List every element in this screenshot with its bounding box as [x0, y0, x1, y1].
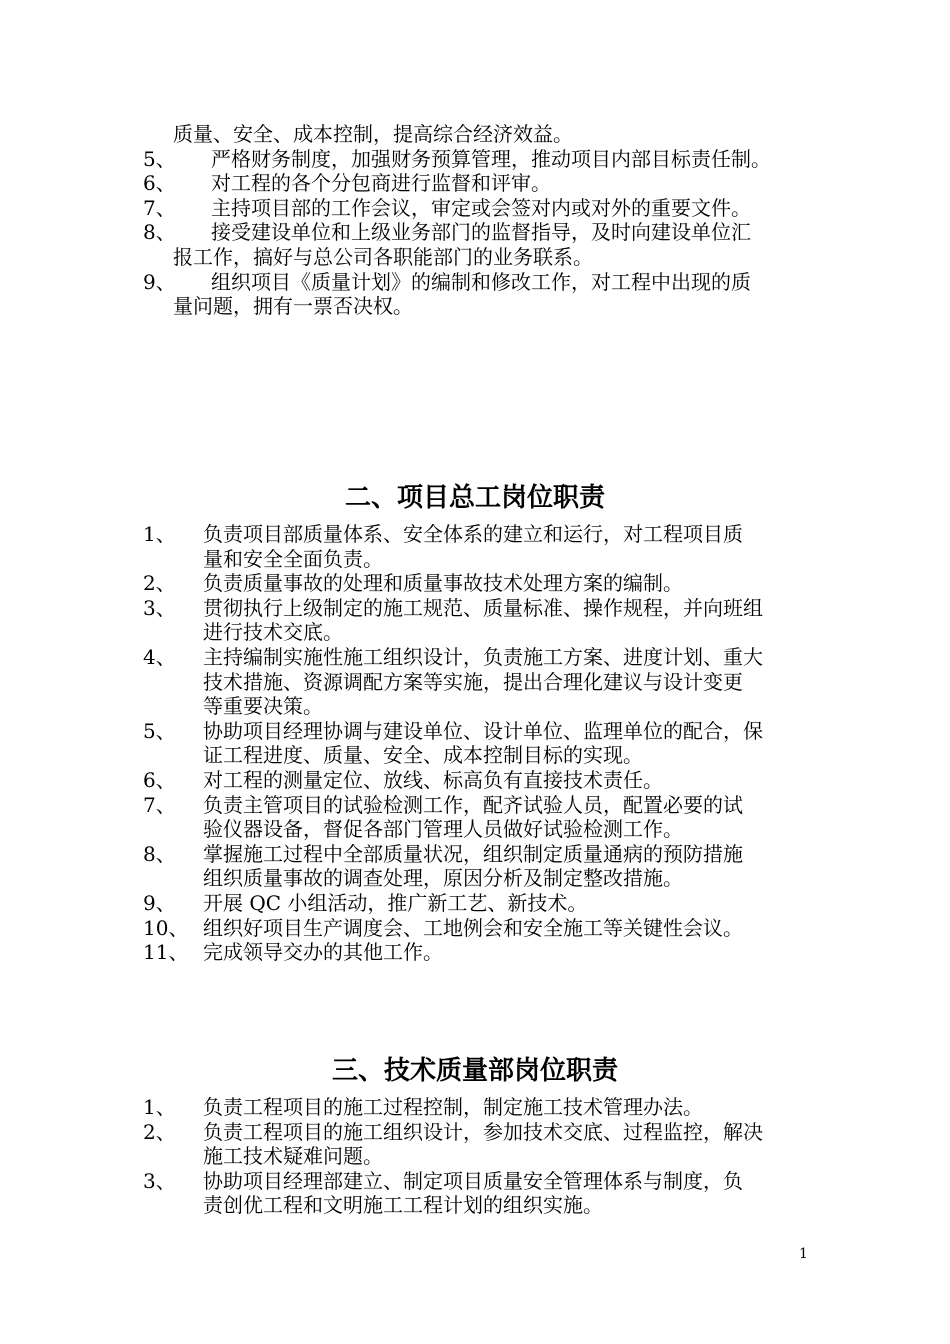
list-item-number: 3、 — [143, 595, 176, 620]
list-item-text: 开展 QC 小组活动，推广新工艺、新技术。 — [203, 890, 588, 915]
list-item-text: 对工程的各个分包商进行监督和评审。 — [211, 171, 551, 196]
list-item-text: 掌握施工过程中全部质量状况，组织制定质量通病的预防措施 — [203, 841, 743, 866]
list-item-number: 5、 — [143, 146, 176, 171]
list-line — [0, 171, 950, 196]
list-item-text: 负责质量事故的处理和质量事故技术处理方案的编制。 — [203, 571, 683, 596]
list-line — [0, 294, 950, 319]
list-item-number: 2、 — [143, 571, 176, 596]
list-line — [0, 571, 950, 596]
list-item-text: 负责工程项目的施工过程控制，制定施工技术管理办法。 — [203, 1095, 703, 1119]
list-item-text: 组织质量事故的调查处理，原因分析及制定整改措施。 — [203, 866, 683, 891]
list-line — [0, 620, 950, 645]
list-line — [0, 196, 950, 221]
list-line — [0, 1144, 950, 1169]
list-item-number: 3、 — [143, 1168, 176, 1193]
list-item-text: 主持项目部的工作会议，审定或会签对内或对外的重要文件。 — [211, 195, 751, 220]
list-line — [0, 670, 950, 695]
list-item-text: 负责项目部质量体系、安全体系的建立和运行，对工程项目质 — [203, 522, 743, 546]
list-line — [0, 743, 950, 768]
list-item-number: 4、 — [143, 644, 176, 669]
list-item-text: 协助项目经理部建立、制定项目质量安全管理体系与制度，负 — [203, 1168, 743, 1193]
chief-engineer-duties-list — [0, 522, 950, 965]
list-line — [0, 1095, 950, 1120]
list-item-text: 主持编制实施性施工组织设计，负责施工方案、进度计划、重大 — [203, 644, 763, 669]
list-item-number: 11、 — [143, 940, 189, 965]
list-item-number: 2、 — [143, 1119, 176, 1144]
list-line — [0, 645, 950, 670]
list-item-text: 贯彻执行上级制定的施工规范、质量标准、操作规程，并向班组 — [203, 595, 763, 620]
list-item-text: 接受建设单位和上级业务部门的监督指导，及时向建设单位汇 — [211, 220, 751, 245]
section-heading-technical-quality-dept: 三、技术质量部岗位职责 — [331, 1056, 618, 1086]
list-item-number: 1、 — [143, 522, 176, 546]
list-item-text: 严格财务制度，加强财务预算管理，推动项目内部目标责任制。 — [211, 146, 771, 171]
list-item-number: 9、 — [143, 269, 176, 294]
list-item-text: 技术措施、资源调配方案等实施，提出合理化建议与设计变更 — [203, 669, 743, 694]
list-item-text: 负责工程项目的施工组织设计，参加技术交底、过程监控，解决 — [203, 1119, 763, 1144]
list-line — [0, 940, 950, 965]
list-item-number: 7、 — [143, 195, 176, 220]
list-line — [0, 147, 950, 172]
list-line — [0, 842, 950, 867]
list-item-number: 8、 — [143, 220, 176, 245]
list-item-number: 6、 — [143, 767, 176, 792]
list-item-text: 量问题，拥有一票否决权。 — [173, 294, 413, 319]
list-item-number: 10、 — [143, 915, 189, 940]
list-item-text: 量和安全全面负责。 — [203, 546, 383, 571]
list-item-number: 8、 — [143, 841, 176, 866]
list-line — [0, 768, 950, 793]
list-item-text: 证工程进度、质量、安全、成本控制目标的实现。 — [203, 743, 643, 768]
section-heading-chief-engineer: 二、项目总工岗位职责 — [344, 483, 605, 513]
list-item-text: 协助项目经理协调与建设单位、设计单位、监理单位的配合，保 — [203, 718, 763, 743]
list-item-text: 责创优工程和文明施工工程计划的组织实施。 — [203, 1193, 603, 1218]
list-item-number: 9、 — [143, 890, 176, 915]
list-line — [0, 547, 950, 572]
list-item-text: 对工程的测量定位、放线、标高负有直接技术责任。 — [203, 767, 663, 792]
list-item-text: 组织项目《质量计划》的编制和修改工作，对工程中出现的质 — [211, 269, 751, 294]
list-item-text: 报工作，搞好与总公司各职能部门的业务联系。 — [173, 244, 593, 269]
list-line — [0, 916, 950, 941]
duties-list-continued — [0, 122, 950, 319]
list-line — [0, 1169, 950, 1194]
list-item-text: 施工技术疑难问题。 — [203, 1144, 383, 1169]
technical-quality-duties-list — [0, 1095, 950, 1218]
list-item-text: 组织好项目生产调度会、工地例会和安全施工等关键性会议。 — [203, 915, 743, 940]
list-line — [0, 793, 950, 818]
list-item-text: 质量、安全、成本控制，提高综合经济效益。 — [173, 122, 573, 146]
list-item-number: 7、 — [143, 792, 176, 817]
list-line — [0, 596, 950, 621]
list-line — [0, 220, 950, 245]
list-item-number: 1、 — [143, 1095, 176, 1119]
list-line — [0, 122, 950, 147]
list-item-text: 进行技术交底。 — [203, 620, 343, 645]
list-item-text: 等重要决策。 — [203, 694, 323, 719]
list-line — [0, 866, 950, 891]
list-line — [0, 270, 950, 295]
list-line — [0, 1120, 950, 1145]
list-line — [0, 522, 950, 547]
list-item-text: 验仪器设备，督促各部门管理人员做好试验检测工作。 — [203, 817, 683, 842]
list-line — [0, 245, 950, 270]
list-item-number: 5、 — [143, 718, 176, 743]
list-line — [0, 1193, 950, 1218]
list-item-text: 负责主管项目的试验检测工作，配齐试验人员，配置必要的试 — [203, 792, 743, 817]
list-line — [0, 719, 950, 744]
page-number: 1 — [799, 1246, 808, 1262]
list-item-number: 6、 — [143, 171, 176, 196]
list-item-text: 完成领导交办的其他工作。 — [203, 940, 443, 965]
list-line — [0, 694, 950, 719]
list-line — [0, 891, 950, 916]
list-line — [0, 817, 950, 842]
